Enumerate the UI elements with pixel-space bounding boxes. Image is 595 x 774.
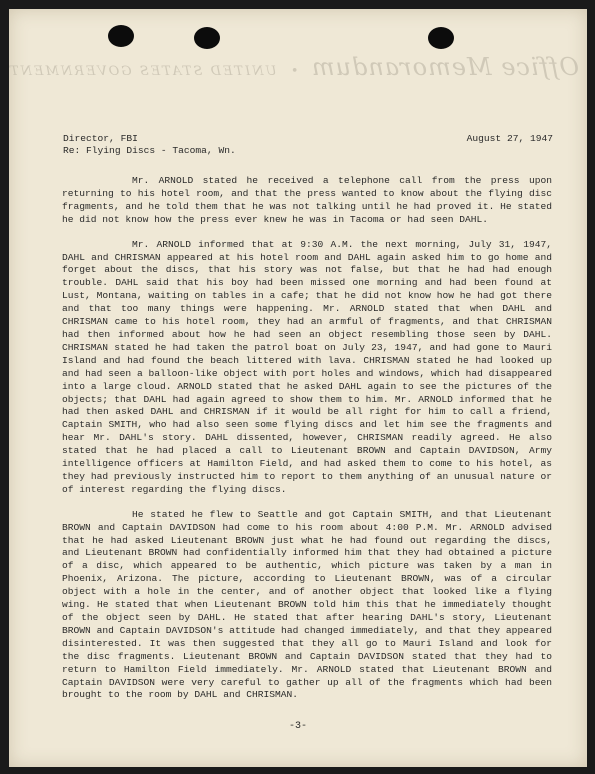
punch-hole-right bbox=[428, 27, 454, 49]
punch-hole-left bbox=[108, 25, 134, 47]
memo-body bbox=[62, 175, 552, 714]
letterhead-bleedthrough: Office Memorandum • UNITED STATES GOVERNMENT bbox=[7, 53, 579, 81]
letterhead-title: Office Memorandum bbox=[310, 53, 579, 81]
paragraph: He stated he flew to Seattle and got Captain SMITH, and that Lieutenant BROWN and Captain DAVIDSON had come to his room about 4:00 P.M. Mr. ARNOLD advised that he had asked Lieutenant BROWN just what he had found out regarding the discs, and Lieutenant BROWN had confidentially informed him that they had obtained a picture of a disc, which appeared to be authentic, which picture was taken by a man in Phoenix, Arizona. The picture, according to Lieutenant BROWN, was of a circular object with a hole in the center, and of another object that looked like a flying wing. He stated that when Lieutenant BROWN told him this that he immediately thought of the object seen by DAHL. He stated that after hearing DAHL's story, Lieutenant BROWN and Captain DAVIDSON's attitude had changed immediately, and that they appeared disinterested. It was then suggested that they all go to Mauri Island and look for the disc fragments. Lieutenant BROWN and Captain DAVIDSON stated that they had to return to Hamilton Field immediately. Mr. ARNOLD stated that Lieutenant BROWN and Captain DAVIDSON were very careful to gather up all of the fragments which had been brought to the room by DAHL and CHRISMAN. bbox=[62, 508, 552, 701]
page-number: -3- bbox=[288, 721, 307, 732]
memo-recipient: Director, FBI bbox=[63, 133, 138, 144]
document-page bbox=[9, 9, 587, 767]
paragraph: Mr. ARNOLD informed that at 9:30 A.M. the next morning, July 31, 1947, DAHL and CHRISMAN appeared at his hotel room and DAHL again asked him to go home and forget about the discs, that his story was not false, but that he had had enough trouble. DAHL said that his boy had been missed one morning and had been found at Lust, Montana, waiting on tables in a cafe; that he did not know how he had got there and that too many things were happening. Mr. ARNOLD stated that when DAHL and CHRISMAN came to his hotel room, they had an armful of fragments, and that CHRISMAN had then informed about how he had seen an object resembling those seen by DAHL. CHRISMAN stated he had taken the patrol boat on July 23, 1947, and had gone to Mauri Island and had found the beach littered with lava. CHRISMAN stated he had looked up and had seen a balloon-like object with port holes and windows, which had disappeared into a large cloud. ARNOLD stated that he asked DAHL again to see the pictures of the objects; that DAHL had again agreed to show them to him. Mr. ARNOLD informed that he had then asked DAHL and CHRISMAN if it would be all right for him to call a friend, Captain SMITH, who had also seen some flying discs and let him see the fragments and hear Mr. DAHL's story. DAHL dissented, however, CHRISMAN readily agreed. He also stated that he had placed a call to Lieutenant BROWN and Captain DAVIDSON, Army intelligence officers at Hamilton Field, and had asked them to come to his hotel, as they had previously instructed him to report to them anything of an unusual nature or of interest regarding the flying discs. bbox=[62, 238, 552, 495]
paragraph: Mr. ARNOLD stated he received a telephone call from the press upon returning to his hotel room, and that the press wanted to know about the flying disc fragments, and he told them that he was not talking until he had proved it. He stated he did not know how the press ever knew he was in Tacoma or had seen DAHL. bbox=[62, 175, 552, 225]
memo-header bbox=[63, 133, 553, 157]
letterhead-subtitle: UNITED STATES GOVERNMENT bbox=[7, 64, 277, 79]
memo-subject: Re: Flying Discs - Tacoma, Wn. bbox=[63, 145, 236, 156]
punch-hole-center bbox=[194, 27, 220, 49]
memo-date: August 27, 1947 bbox=[466, 133, 553, 144]
